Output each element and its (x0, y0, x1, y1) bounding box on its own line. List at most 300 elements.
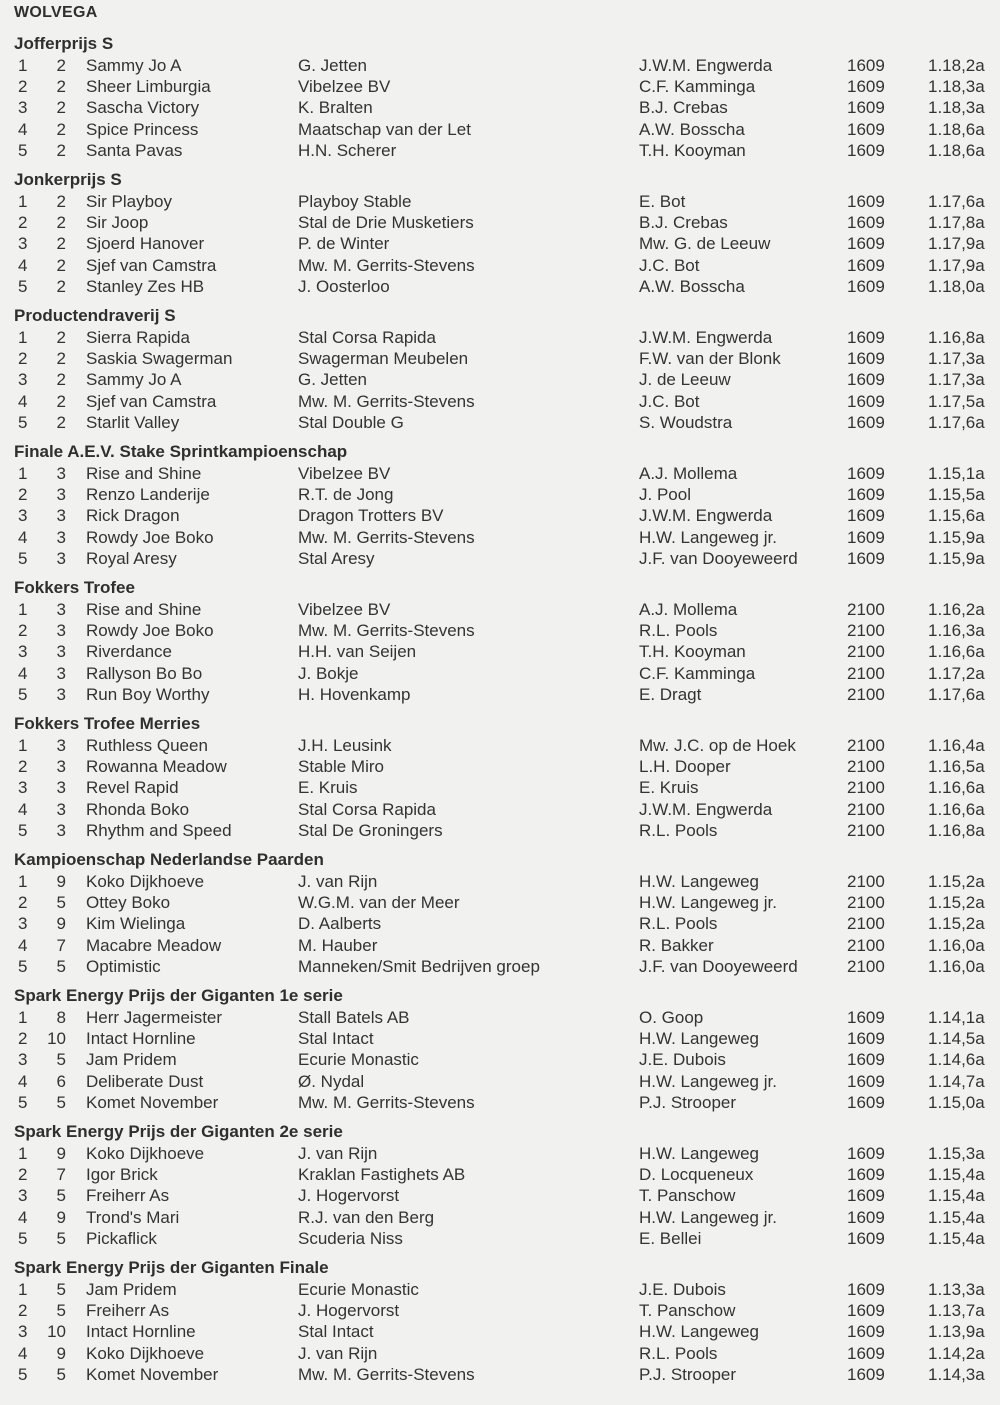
driver-name: H.W. Langeweg (639, 1322, 760, 1342)
finish-position: 3 (18, 506, 28, 526)
horse-age: 2 (56, 213, 66, 233)
race-distance: 1609 (847, 1008, 885, 1027)
horse-name: Intact Hornline (86, 1322, 196, 1342)
race-distance: 1609 (847, 1029, 885, 1049)
km-time: 1.18,3a (928, 77, 985, 97)
race-title: Fokkers Trofee (14, 578, 135, 597)
driver-name: H.W. Langeweg (639, 1144, 760, 1163)
race-distance: 1609 (847, 1364, 885, 1384)
horse-name: Deliberate Dust (86, 1071, 204, 1091)
race-distance: 1609 (847, 391, 885, 411)
km-time: 1.18,6a (928, 140, 985, 160)
km-time: 1.15,1a (928, 464, 985, 483)
result-row (0, 913, 1000, 934)
owner-name: Vibelzee BV (298, 77, 391, 97)
horse-age: 9 (56, 1207, 66, 1227)
owner-name: Ecurie Monastic (298, 1280, 419, 1299)
km-time: 1.16,5a (928, 757, 985, 777)
horse-age: 3 (56, 485, 66, 505)
finish-position: 2 (18, 1165, 28, 1185)
owner-name: Mw. M. Gerrits-Stevens (298, 391, 475, 411)
finish-position: 3 (18, 1322, 28, 1342)
km-time: 1.18,6a (928, 119, 985, 139)
owner-name: H. Hovenkamp (298, 684, 411, 704)
finish-position: 4 (18, 391, 28, 411)
finish-position: 4 (18, 935, 28, 955)
owner-name: Swagerman Meubelen (298, 349, 469, 369)
horse-age: 3 (56, 464, 66, 483)
race-title: Spark Energy Prijs der Giganten Finale (14, 1258, 329, 1277)
horse-name: Igor Brick (86, 1165, 158, 1185)
owner-name: H.N. Scherer (298, 140, 397, 160)
driver-name: J.E. Dubois (639, 1280, 726, 1299)
race-distance: 1609 (847, 527, 885, 547)
horse-age: 5 (56, 1364, 66, 1384)
horse-age: 2 (56, 276, 66, 296)
finish-position: 5 (18, 1092, 28, 1112)
owner-name: Scuderia Niss (298, 1228, 403, 1248)
horse-age: 9 (56, 872, 66, 891)
driver-name: S. Woudstra (639, 412, 733, 432)
finish-position: 1 (18, 1280, 28, 1299)
driver-name: A.W. Bosscha (639, 119, 745, 139)
result-row (0, 255, 1000, 276)
driver-name: J.F. van Dooyeweerd (639, 548, 798, 568)
km-time: 1.17,9a (928, 255, 985, 275)
owner-name: Ecurie Monastic (298, 1050, 419, 1070)
result-row (0, 1007, 1000, 1028)
horse-age: 3 (56, 642, 66, 662)
km-time: 1.17,8a (928, 213, 985, 233)
km-time: 1.16,6a (928, 642, 985, 662)
race-distance: 1609 (847, 56, 885, 75)
horse-name: Royal Aresy (86, 548, 177, 568)
result-row (0, 935, 1000, 956)
race-distance: 1609 (847, 464, 885, 483)
km-time: 1.13,7a (928, 1301, 985, 1321)
horse-age: 2 (56, 77, 66, 97)
race-distance: 2100 (847, 684, 885, 704)
result-row (0, 76, 1000, 97)
km-time: 1.18,0a (928, 276, 985, 296)
horse-age: 5 (56, 1280, 66, 1299)
horse-name: Koko Dijkhoeve (86, 1144, 205, 1163)
km-time: 1.17,9a (928, 234, 985, 254)
horse-age: 2 (56, 119, 66, 139)
owner-name: Mw. M. Gerrits-Stevens (298, 255, 475, 275)
owner-name: Mw. M. Gerrits-Stevens (298, 527, 475, 547)
finish-position: 1 (18, 872, 28, 891)
horse-age: 7 (56, 1165, 66, 1185)
result-row (0, 348, 1000, 369)
owner-name: Stal Aresy (298, 548, 375, 568)
horse-name: Kim Wielinga (86, 914, 186, 934)
finish-position: 2 (18, 349, 28, 369)
horse-name: Rise and Shine (86, 600, 202, 619)
driver-name: J.W.M. Engwerda (639, 328, 773, 347)
owner-name: Stal Double G (298, 412, 404, 432)
horse-name: Intact Hornline (86, 1029, 196, 1049)
result-row (0, 1028, 1000, 1049)
finish-position: 1 (18, 56, 28, 75)
km-time: 1.15,4a (928, 1186, 985, 1206)
horse-age: 3 (56, 820, 66, 840)
driver-name: D. Locqueneux (639, 1165, 754, 1185)
owner-name: G. Jetten (298, 56, 367, 75)
race-distance: 2100 (847, 736, 885, 755)
race-title: Productendraverij S (14, 306, 176, 325)
horse-age: 2 (56, 192, 66, 211)
finish-position: 3 (18, 778, 28, 798)
driver-name: B.J. Crebas (639, 98, 728, 118)
driver-name: J.W.M. Engwerda (639, 506, 773, 526)
horse-name: Rowdy Joe Boko (86, 527, 214, 547)
horse-age: 9 (56, 1343, 66, 1363)
driver-name: O. Goop (639, 1008, 704, 1027)
horse-age: 3 (56, 799, 66, 819)
horse-name: Sascha Victory (86, 98, 200, 118)
horse-age: 3 (56, 621, 66, 641)
race-distance: 1609 (847, 213, 885, 233)
horse-age: 2 (56, 234, 66, 254)
race-distance: 2100 (847, 600, 885, 619)
horse-age: 3 (56, 736, 66, 755)
owner-name: J. Oosterloo (298, 276, 390, 296)
horse-age: 5 (56, 1092, 66, 1112)
result-row (0, 140, 1000, 161)
finish-position: 4 (18, 119, 28, 139)
race-distance: 1609 (847, 1186, 885, 1206)
result-row (0, 735, 1000, 756)
finish-position: 5 (18, 956, 28, 976)
driver-name: J. de Leeuw (639, 370, 731, 390)
race-distance: 1609 (847, 276, 885, 296)
horse-age: 5 (56, 1301, 66, 1321)
km-time: 1.15,4a (928, 1165, 985, 1185)
result-row (0, 369, 1000, 390)
result-row (0, 1185, 1000, 1206)
km-time: 1.15,2a (928, 893, 985, 913)
race-distance: 2100 (847, 621, 885, 641)
finish-position: 1 (18, 192, 28, 211)
owner-name: Stal Intact (298, 1322, 374, 1342)
km-time: 1.13,9a (928, 1322, 985, 1342)
race-distance: 2100 (847, 872, 885, 891)
finish-position: 4 (18, 663, 28, 683)
driver-name: H.W. Langeweg jr. (639, 1071, 777, 1091)
race-distance: 2100 (847, 757, 885, 777)
horse-age: 9 (56, 1144, 66, 1163)
race-distance: 1609 (847, 412, 885, 432)
driver-name: R. Bakker (639, 935, 714, 955)
finish-position: 2 (18, 213, 28, 233)
race-title: Jonkerprijs S (14, 170, 122, 189)
horse-age: 6 (56, 1071, 66, 1091)
horse-name: Sjef van Camstra (86, 391, 217, 411)
finish-position: 4 (18, 1207, 28, 1227)
driver-name: E. Dragt (639, 684, 702, 704)
race-distance: 1609 (847, 1092, 885, 1112)
finish-position: 3 (18, 914, 28, 934)
result-row (0, 276, 1000, 297)
horse-age: 3 (56, 778, 66, 798)
owner-name: J. van Rijn (298, 872, 378, 891)
km-time: 1.17,6a (928, 684, 985, 704)
horse-age: 10 (47, 1322, 66, 1342)
horse-name: Jam Pridem (86, 1050, 177, 1070)
owner-name: J.H. Leusink (298, 736, 392, 755)
race-title: Kampioenschap Nederlandse Paarden (14, 850, 324, 869)
result-row (0, 1071, 1000, 1092)
result-row (0, 191, 1000, 212)
driver-name: T. Panschow (639, 1186, 736, 1206)
horse-name: Sheer Limburgia (86, 77, 211, 97)
driver-name: B.J. Crebas (639, 213, 728, 233)
horse-age: 5 (56, 1228, 66, 1248)
horse-name: Freiherr As (86, 1301, 170, 1321)
horse-age: 3 (56, 548, 66, 568)
owner-name: E. Kruis (298, 778, 358, 798)
horse-name: Rise and Shine (86, 464, 202, 483)
result-row (0, 1228, 1000, 1249)
driver-name: H.W. Langeweg (639, 1029, 760, 1049)
result-row (0, 1143, 1000, 1164)
driver-name: A.W. Bosscha (639, 276, 745, 296)
race-distance: 2100 (847, 642, 885, 662)
driver-name: E. Bot (639, 192, 686, 211)
result-row (0, 119, 1000, 140)
owner-name: J. Hogervorst (298, 1186, 400, 1206)
result-row (0, 599, 1000, 620)
horse-age: 3 (56, 757, 66, 777)
owner-name: Stal Intact (298, 1029, 374, 1049)
finish-position: 3 (18, 370, 28, 390)
horse-age: 2 (56, 412, 66, 432)
km-time: 1.15,3a (928, 1144, 985, 1163)
result-row (0, 1364, 1000, 1385)
result-row (0, 97, 1000, 118)
driver-name: H.W. Langeweg jr. (639, 527, 777, 547)
result-row (0, 1321, 1000, 1342)
race-distance: 1609 (847, 119, 885, 139)
horse-age: 5 (56, 956, 66, 976)
race-distance: 2100 (847, 663, 885, 683)
driver-name: Mw. G. de Leeuw (639, 234, 771, 254)
km-time: 1.16,6a (928, 778, 985, 798)
km-time: 1.15,4a (928, 1228, 985, 1248)
result-row (0, 327, 1000, 348)
horse-name: Macabre Meadow (86, 935, 222, 955)
finish-position: 2 (18, 1301, 28, 1321)
race-distance: 1609 (847, 506, 885, 526)
owner-name: D. Aalberts (298, 914, 382, 934)
horse-age: 3 (56, 663, 66, 683)
horse-age: 5 (56, 893, 66, 913)
owner-name: J. van Rijn (298, 1144, 378, 1163)
driver-name: A.J. Mollema (639, 600, 738, 619)
horse-name: Rhonda Boko (86, 799, 190, 819)
finish-position: 3 (18, 1050, 28, 1070)
horse-name: Komet November (86, 1092, 219, 1112)
race-distance: 2100 (847, 820, 885, 840)
horse-name: Run Boy Worthy (86, 684, 210, 704)
horse-name: Sammy Jo A (86, 56, 182, 75)
result-row (0, 641, 1000, 662)
driver-name: T.H. Kooyman (639, 642, 746, 662)
horse-name: Freiherr As (86, 1186, 170, 1206)
km-time: 1.16,0a (928, 935, 985, 955)
horse-age: 7 (56, 935, 66, 955)
owner-name: Playboy Stable (298, 192, 412, 211)
result-row (0, 1049, 1000, 1070)
race-distance: 1609 (847, 1280, 885, 1299)
result-row (0, 391, 1000, 412)
horse-age: 2 (56, 328, 66, 347)
race-title: Finale A.E.V. Stake Sprintkampioenschap (14, 442, 348, 461)
finish-position: 2 (18, 485, 28, 505)
finish-position: 3 (18, 642, 28, 662)
driver-name: J. Pool (639, 485, 691, 505)
km-time: 1.15,5a (928, 485, 985, 505)
driver-name: J.W.M. Engwerda (639, 56, 773, 75)
horse-name: Spice Princess (86, 119, 199, 139)
race-distance: 1609 (847, 370, 885, 390)
owner-name: J. Bokje (298, 663, 359, 683)
race-distance: 2100 (847, 893, 885, 913)
km-time: 1.16,3a (928, 621, 985, 641)
driver-name: H.W. Langeweg jr. (639, 893, 777, 913)
horse-name: Riverdance (86, 642, 172, 662)
driver-name: J.C. Bot (639, 255, 700, 275)
km-time: 1.17,3a (928, 370, 985, 390)
finish-position: 1 (18, 464, 28, 483)
horse-name: Starlit Valley (86, 412, 180, 432)
horse-age: 2 (56, 349, 66, 369)
result-row (0, 212, 1000, 233)
finish-position: 4 (18, 527, 28, 547)
km-time: 1.18,2a (928, 56, 985, 75)
owner-name: Vibelzee BV (298, 600, 391, 619)
km-time: 1.15,9a (928, 548, 985, 568)
horse-age: 2 (56, 255, 66, 275)
horse-name: Optimistic (86, 956, 161, 976)
venue-title: WOLVEGA (14, 4, 98, 21)
race-distance: 1609 (847, 192, 885, 211)
horse-name: Santa Pavas (86, 140, 183, 160)
result-row (0, 1164, 1000, 1185)
owner-name: Kraklan Fastighets AB (298, 1165, 466, 1185)
km-time: 1.15,2a (928, 872, 985, 891)
driver-name: E. Kruis (639, 778, 699, 798)
driver-name: H.W. Langeweg jr. (639, 1207, 777, 1227)
driver-name: E. Bellei (639, 1228, 702, 1248)
km-time: 1.16,8a (928, 328, 985, 347)
result-row (0, 799, 1000, 820)
horse-name: Ruthless Queen (86, 736, 208, 755)
result-row (0, 505, 1000, 526)
km-time: 1.14,5a (928, 1029, 985, 1049)
km-time: 1.17,6a (928, 192, 985, 211)
finish-position: 2 (18, 757, 28, 777)
driver-name: R.L. Pools (639, 914, 718, 934)
race-distance: 1609 (847, 1301, 885, 1321)
horse-name: Ottey Boko (86, 893, 171, 913)
race-title: Spark Energy Prijs der Giganten 1e serie (14, 986, 343, 1005)
owner-name: J. Hogervorst (298, 1301, 400, 1321)
result-row (0, 820, 1000, 841)
km-time: 1.15,6a (928, 506, 985, 526)
km-time: 1.14,1a (928, 1008, 985, 1027)
result-row (0, 548, 1000, 569)
driver-name: T.H. Kooyman (639, 140, 746, 160)
finish-position: 4 (18, 1343, 28, 1363)
km-time: 1.14,7a (928, 1071, 985, 1091)
driver-name: P.J. Strooper (639, 1092, 737, 1112)
horse-name: Renzo Landerije (86, 485, 210, 505)
horse-age: 9 (56, 914, 66, 934)
owner-name: K. Bralten (298, 98, 373, 118)
horse-name: Komet November (86, 1364, 219, 1384)
horse-name: Herr Jagermeister (86, 1008, 223, 1027)
result-row (0, 620, 1000, 641)
horse-name: Sjef van Camstra (86, 255, 217, 275)
driver-name: R.L. Pools (639, 820, 718, 840)
driver-name: H.W. Langeweg (639, 872, 760, 891)
horse-age: 10 (47, 1029, 66, 1049)
result-row (0, 1207, 1000, 1228)
km-time: 1.18,3a (928, 98, 985, 118)
finish-position: 2 (18, 1029, 28, 1049)
finish-position: 1 (18, 736, 28, 755)
horse-age: 5 (56, 1050, 66, 1070)
result-row (0, 663, 1000, 684)
finish-position: 5 (18, 820, 28, 840)
horse-name: Rallyson Bo Bo (86, 663, 203, 683)
result-row (0, 956, 1000, 977)
horse-age: 3 (56, 600, 66, 619)
driver-name: J.F. van Dooyeweerd (639, 956, 798, 976)
race-distance: 1609 (847, 1343, 885, 1363)
driver-name: C.F. Kamminga (639, 663, 756, 683)
owner-name: Ø. Nydal (298, 1071, 365, 1091)
horse-name: Sierra Rapida (86, 328, 190, 347)
finish-position: 1 (18, 600, 28, 619)
km-time: 1.13,3a (928, 1280, 985, 1299)
km-time: 1.16,8a (928, 820, 985, 840)
km-time: 1.16,6a (928, 799, 985, 819)
owner-name: Mw. M. Gerrits-Stevens (298, 621, 475, 641)
finish-position: 4 (18, 255, 28, 275)
owner-name: Vibelzee BV (298, 464, 391, 483)
owner-name: M. Hauber (298, 935, 378, 955)
result-row (0, 527, 1000, 548)
driver-name: J.E. Dubois (639, 1050, 726, 1070)
result-row (0, 684, 1000, 705)
horse-name: Jam Pridem (86, 1280, 177, 1299)
owner-name: Mw. M. Gerrits-Stevens (298, 1092, 475, 1112)
owner-name: R.T. de Jong (298, 485, 394, 505)
km-time: 1.16,2a (928, 600, 985, 619)
finish-position: 5 (18, 684, 28, 704)
horse-age: 2 (56, 370, 66, 390)
horse-name: Saskia Swagerman (86, 349, 233, 369)
result-row (0, 412, 1000, 433)
race-title: Jofferprijs S (14, 34, 114, 53)
horse-age: 2 (56, 56, 66, 75)
finish-position: 2 (18, 77, 28, 97)
owner-name: R.J. van den Berg (298, 1207, 435, 1227)
owner-name: Maatschap van der Let (298, 119, 471, 139)
